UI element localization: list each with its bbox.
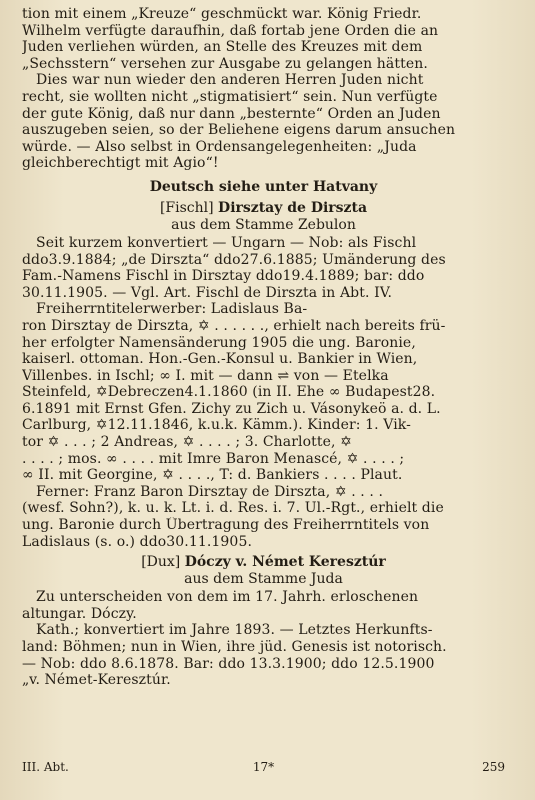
text-line: würde. — Also selbst in Ordensangelegenheiten: „Juda	[22, 138, 417, 155]
text-line: Wilhelm verfügte daraufhin, daß fortab jene Orden die an	[22, 22, 439, 39]
text-line: . . . . ; mos. ∞ . . . . mit Imre Baron Menascé, ✡ . . . . ;	[22, 450, 405, 467]
text-line: „v. Német-Keresztúr.	[22, 672, 171, 689]
entry-title-dirsztay	[22, 200, 505, 217]
text-line: — Nob: ddo 8.6.1878. Bar: ddo 13.3.1900; ddo 12.5.1900	[22, 655, 435, 672]
text-line: Seit kurzem konvertiert — Ungarn — Nob: als Fischl	[36, 234, 417, 251]
text-line: (wesf. Sohn?), k. u. k. Lt. i. d. Res. i. 7. Ul.-Rgt., erhielt die	[22, 500, 444, 517]
text-line: Freiherrntitelerwerber: Ladislaus Ba-	[36, 301, 308, 318]
text-line: Juden verliehen würden, an Stelle des Kreuzes mit dem	[22, 39, 423, 56]
entry-body-dirsztay	[22, 235, 505, 550]
text-line: „Sechsstern“ versehen zur Ausgabe zu gelangen hätten.	[22, 55, 428, 72]
entry-lineage: aus dem Stamme Juda	[184, 571, 343, 588]
signature-mark: 17*	[252, 760, 275, 774]
text-line: land: Böhmen; nun in Wien, ihre jüd. Genesis ist notorisch.	[22, 639, 447, 655]
text-line: kaiserl. ottoman. Hon.-Gen.-Konsul u. Bankier in Wien,	[22, 351, 418, 368]
entry-prefix: [Dux]	[141, 554, 181, 571]
text-line: altungar. Dóczy.	[22, 605, 137, 622]
text-line: Fam.-Namens Fischl in Dirsztay ddo19.4.1889; bar: ddo	[22, 268, 425, 285]
text-line: Zu unterscheiden von dem im 17. Jahrh. erloschenen	[36, 589, 419, 606]
text-line: Kath.; konvertiert im Jahre 1893. — Letztes Herkunfts-	[36, 622, 433, 639]
text-line: tor ✡ . . . ; 2 Andreas, ✡ . . . . ; 3. Charlotte, ✡	[22, 434, 352, 451]
text-line: ddo3.9.1884; „de Dirszta“ ddo27.6.1885; Umänderung des	[22, 251, 446, 268]
cross-reference-heading: Deutsch siehe unter Hatvany	[149, 178, 378, 195]
text-line: ron Dirsztay de Dirszta, ✡ . . . . . ., erhielt nach bereits frü-	[22, 317, 446, 334]
text-line: der gute König, daß nur dann „besternte“ Orden an Juden	[22, 105, 441, 122]
text-line: gleichberechtigt mit Agio“!	[22, 155, 219, 172]
intro-paragraph	[22, 6, 505, 172]
text-line: tion mit einem „Kreuze“ geschmückt war. König Friedr.	[22, 6, 422, 22]
section-label: III. Abt.	[22, 760, 69, 774]
entry-name: Dirsztay de Dirszta	[218, 199, 368, 216]
entry-name: Dóczy v. Német Keresztúr	[184, 554, 386, 571]
text-line: recht, sie wollten nicht „stigmatisiert“ sein. Nun verfügte	[22, 88, 438, 105]
text-line: Steinfeld, ✡Debreczen4.1.1860 (in II. Ehe ∞ Budapest28.	[22, 384, 436, 401]
text-line: Villenbes. in Ischl; ∞ I. mit — dann ⇌ von — Etelka	[22, 367, 389, 384]
entry-prefix: [Fischl]	[159, 199, 214, 216]
text-line: her erfolgter Namensänderung 1905 die ung. Baronie,	[22, 334, 416, 351]
text-line: 30.11.1905. — Vgl. Art. Fischl de Dirszta in Abt. IV.	[22, 284, 393, 301]
text-line: ung. Baronie durch Übertragung des Freiherrntitels von	[22, 517, 430, 534]
entry-title-doczy	[22, 554, 505, 571]
text-line: Ladislaus (s. o.) ddo30.11.1905.	[22, 533, 252, 550]
text-line: Dies war nun wieder den anderen Herren Juden nicht	[36, 72, 424, 89]
text-line: Ferner: Franz Baron Dirsztay de Dirszta, ✡ . . . .	[36, 483, 384, 500]
text-line: 6.1891 mit Ernst Gfen. Zichy zu Zich u. Vásonykeö a. d. L.	[22, 400, 441, 417]
text-line: ∞ II. mit Georgine, ✡ . . . ., T: d. Bankiers . . . . Plaut.	[22, 467, 403, 484]
text-line: auszugeben seien, so der Beliehene eigens darum ansuchen	[22, 122, 456, 139]
page-number: 259	[482, 760, 505, 774]
entry-body-doczy	[22, 589, 505, 689]
entry-lineage: aus dem Stamme Zebulon	[171, 216, 356, 233]
text-line: Carlburg, ✡12.11.1846, k.u.k. Kämm.). Kinder: 1. Vik-	[22, 417, 411, 434]
